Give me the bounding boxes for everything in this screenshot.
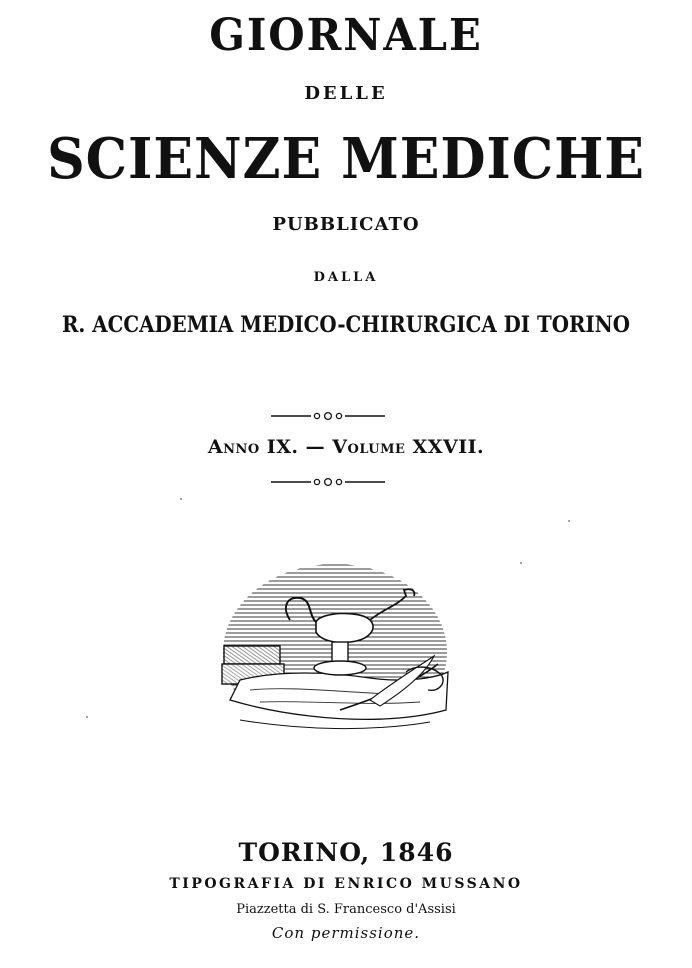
imprint-address: Piazzetta di S. Francesco d'Assisi [236, 902, 456, 917]
by-label: DALLA [313, 270, 379, 285]
imprint-city-year: TORINO, 1846 [238, 838, 454, 867]
imprint-printer: TIPOGRAFIA DI ENRICO MUSSANO [169, 876, 523, 892]
paper-speck [180, 498, 182, 500]
paper-speck [86, 716, 88, 718]
imprint-permission: Con permissione. [271, 924, 421, 942]
ornamental-rule-top [271, 410, 385, 422]
academy-name: R. ACCADEMIA MEDICO-CHIRURGICA DI TORINO [61, 312, 631, 338]
oil-lamp-books-vignette-icon [220, 560, 450, 750]
journal-subject: SCIENZE MEDICHE [47, 126, 645, 192]
journal-title: GIORNALE [209, 10, 483, 61]
ornamental-rule-bottom [271, 476, 385, 488]
paper-speck [568, 520, 570, 522]
volume-line: Anno IX. — Volume XXVII. [207, 436, 485, 458]
title-connector: DELLE [304, 83, 388, 104]
paper-speck [520, 562, 522, 564]
published-label: PUBBLICATO [272, 214, 420, 235]
